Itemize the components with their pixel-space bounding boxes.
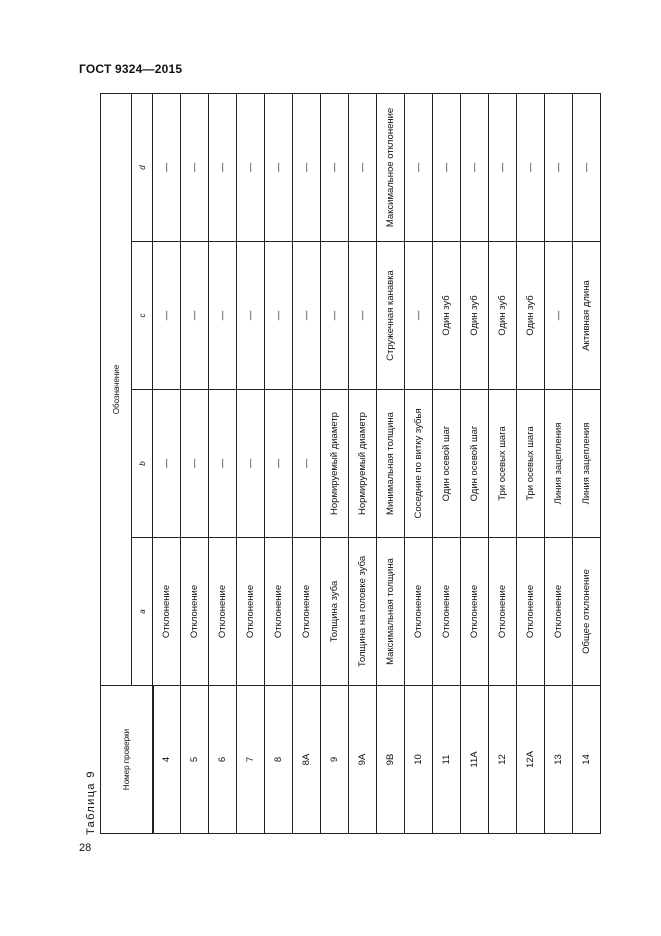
cell-c: Один зуб: [461, 242, 489, 390]
cell-a: Максимальная толщина: [377, 538, 405, 686]
header-row-main: [101, 93, 132, 833]
table-row: [377, 93, 405, 833]
cell-check-number: 11: [433, 686, 461, 834]
cell-d: —: [544, 93, 572, 241]
document-header: ГОСТ 9324—2015: [79, 62, 183, 76]
table-row: [433, 93, 461, 833]
cell-check-number: 8: [265, 686, 293, 834]
cell-b: Три осевых шага: [488, 390, 516, 538]
cell-a: Отклонение: [293, 538, 321, 686]
cell-d: —: [405, 93, 433, 241]
cell-c: —: [237, 242, 265, 390]
cell-a: Толщина зуба: [321, 538, 349, 686]
cell-c: —: [265, 242, 293, 390]
cell-a: Отклонение: [265, 538, 293, 686]
cell-a: Отклонение: [153, 538, 181, 686]
cell-b: —: [181, 390, 209, 538]
cell-d: Максимальное отклонение: [377, 93, 405, 241]
data-table: [100, 93, 601, 834]
cell-a: Отклонение: [209, 538, 237, 686]
cell-d: —: [237, 93, 265, 241]
table-row: [405, 93, 433, 833]
table-row: [153, 93, 181, 833]
cell-check-number: 6: [209, 686, 237, 834]
cell-check-number: 9В: [377, 686, 405, 834]
cell-b: —: [265, 390, 293, 538]
cell-check-number: 4: [153, 686, 181, 834]
cell-check-number: 12А: [516, 686, 544, 834]
cell-a: Отклонение: [237, 538, 265, 686]
cell-b: Линия зацепления: [544, 390, 572, 538]
header-check-number: Номер проверки: [101, 686, 153, 834]
cell-b: —: [153, 390, 181, 538]
cell-d: —: [153, 93, 181, 241]
cell-b: —: [209, 390, 237, 538]
cell-c: —: [293, 242, 321, 390]
page-number: 28: [79, 842, 92, 854]
table-row: [293, 93, 321, 833]
cell-c: —: [153, 242, 181, 390]
cell-b: —: [237, 390, 265, 538]
cell-c: Один зуб: [516, 242, 544, 390]
table-caption: Таблица 9: [85, 770, 97, 835]
cell-c: —: [181, 242, 209, 390]
cell-check-number: 10: [405, 686, 433, 834]
table-body: [153, 93, 601, 833]
table-container: [100, 94, 601, 834]
cell-a: Отклонение: [516, 538, 544, 686]
cell-d: —: [209, 93, 237, 241]
cell-a: Общее отклонение: [572, 538, 600, 686]
cell-a: Отклонение: [488, 538, 516, 686]
cell-d: —: [433, 93, 461, 241]
table-row: [237, 93, 265, 833]
header-col-a: a: [132, 538, 153, 686]
cell-d: —: [572, 93, 600, 241]
cell-c: —: [349, 242, 377, 390]
rotated-table: [100, 94, 601, 834]
header-designation: Обозначение: [101, 93, 132, 685]
cell-a: Отклонение: [461, 538, 489, 686]
cell-b: Минимальная толщина: [377, 390, 405, 538]
cell-d: —: [181, 93, 209, 241]
table-row: [349, 93, 377, 833]
cell-check-number: 14: [572, 686, 600, 834]
cell-d: —: [349, 93, 377, 241]
cell-b: Один осевой шаг: [433, 390, 461, 538]
cell-d: —: [265, 93, 293, 241]
cell-a: Отклонение: [181, 538, 209, 686]
table-row: [461, 93, 489, 833]
cell-b: Нормируемый диаметр: [321, 390, 349, 538]
cell-c: —: [405, 242, 433, 390]
table-row: [572, 93, 600, 833]
cell-c: Активная длина: [572, 242, 600, 390]
cell-check-number: 9: [321, 686, 349, 834]
cell-c: Стружечная канавка: [377, 242, 405, 390]
header-col-b: b: [132, 390, 153, 538]
cell-c: —: [544, 242, 572, 390]
cell-check-number: 13: [544, 686, 572, 834]
table-row: [488, 93, 516, 833]
table-row: [321, 93, 349, 833]
cell-check-number: 11А: [461, 686, 489, 834]
cell-a: Толщина на головке зуба: [349, 538, 377, 686]
header-col-c: c: [132, 242, 153, 390]
cell-check-number: 7: [237, 686, 265, 834]
cell-b: Три осевых шага: [516, 390, 544, 538]
table-row: [516, 93, 544, 833]
cell-b: Соседние по витку зубья: [405, 390, 433, 538]
cell-check-number: 5: [181, 686, 209, 834]
cell-c: Один зуб: [433, 242, 461, 390]
cell-c: Один зуб: [488, 242, 516, 390]
cell-a: Отклонение: [405, 538, 433, 686]
cell-c: —: [209, 242, 237, 390]
cell-b: Один осевой шаг: [461, 390, 489, 538]
cell-d: —: [516, 93, 544, 241]
table-row: [544, 93, 572, 833]
table-row: [209, 93, 237, 833]
cell-a: Отклонение: [433, 538, 461, 686]
cell-check-number: 8А: [293, 686, 321, 834]
table-row: [181, 93, 209, 833]
table-row: [265, 93, 293, 833]
cell-check-number: 9А: [349, 686, 377, 834]
cell-d: —: [488, 93, 516, 241]
cell-c: —: [321, 242, 349, 390]
cell-a: Отклонение: [544, 538, 572, 686]
cell-b: Линия зацепления: [572, 390, 600, 538]
cell-d: —: [321, 93, 349, 241]
cell-d: —: [293, 93, 321, 241]
cell-b: Нормируемый диаметр: [349, 390, 377, 538]
cell-b: —: [293, 390, 321, 538]
header-col-d: d: [132, 93, 153, 241]
cell-d: —: [461, 93, 489, 241]
cell-check-number: 12: [488, 686, 516, 834]
